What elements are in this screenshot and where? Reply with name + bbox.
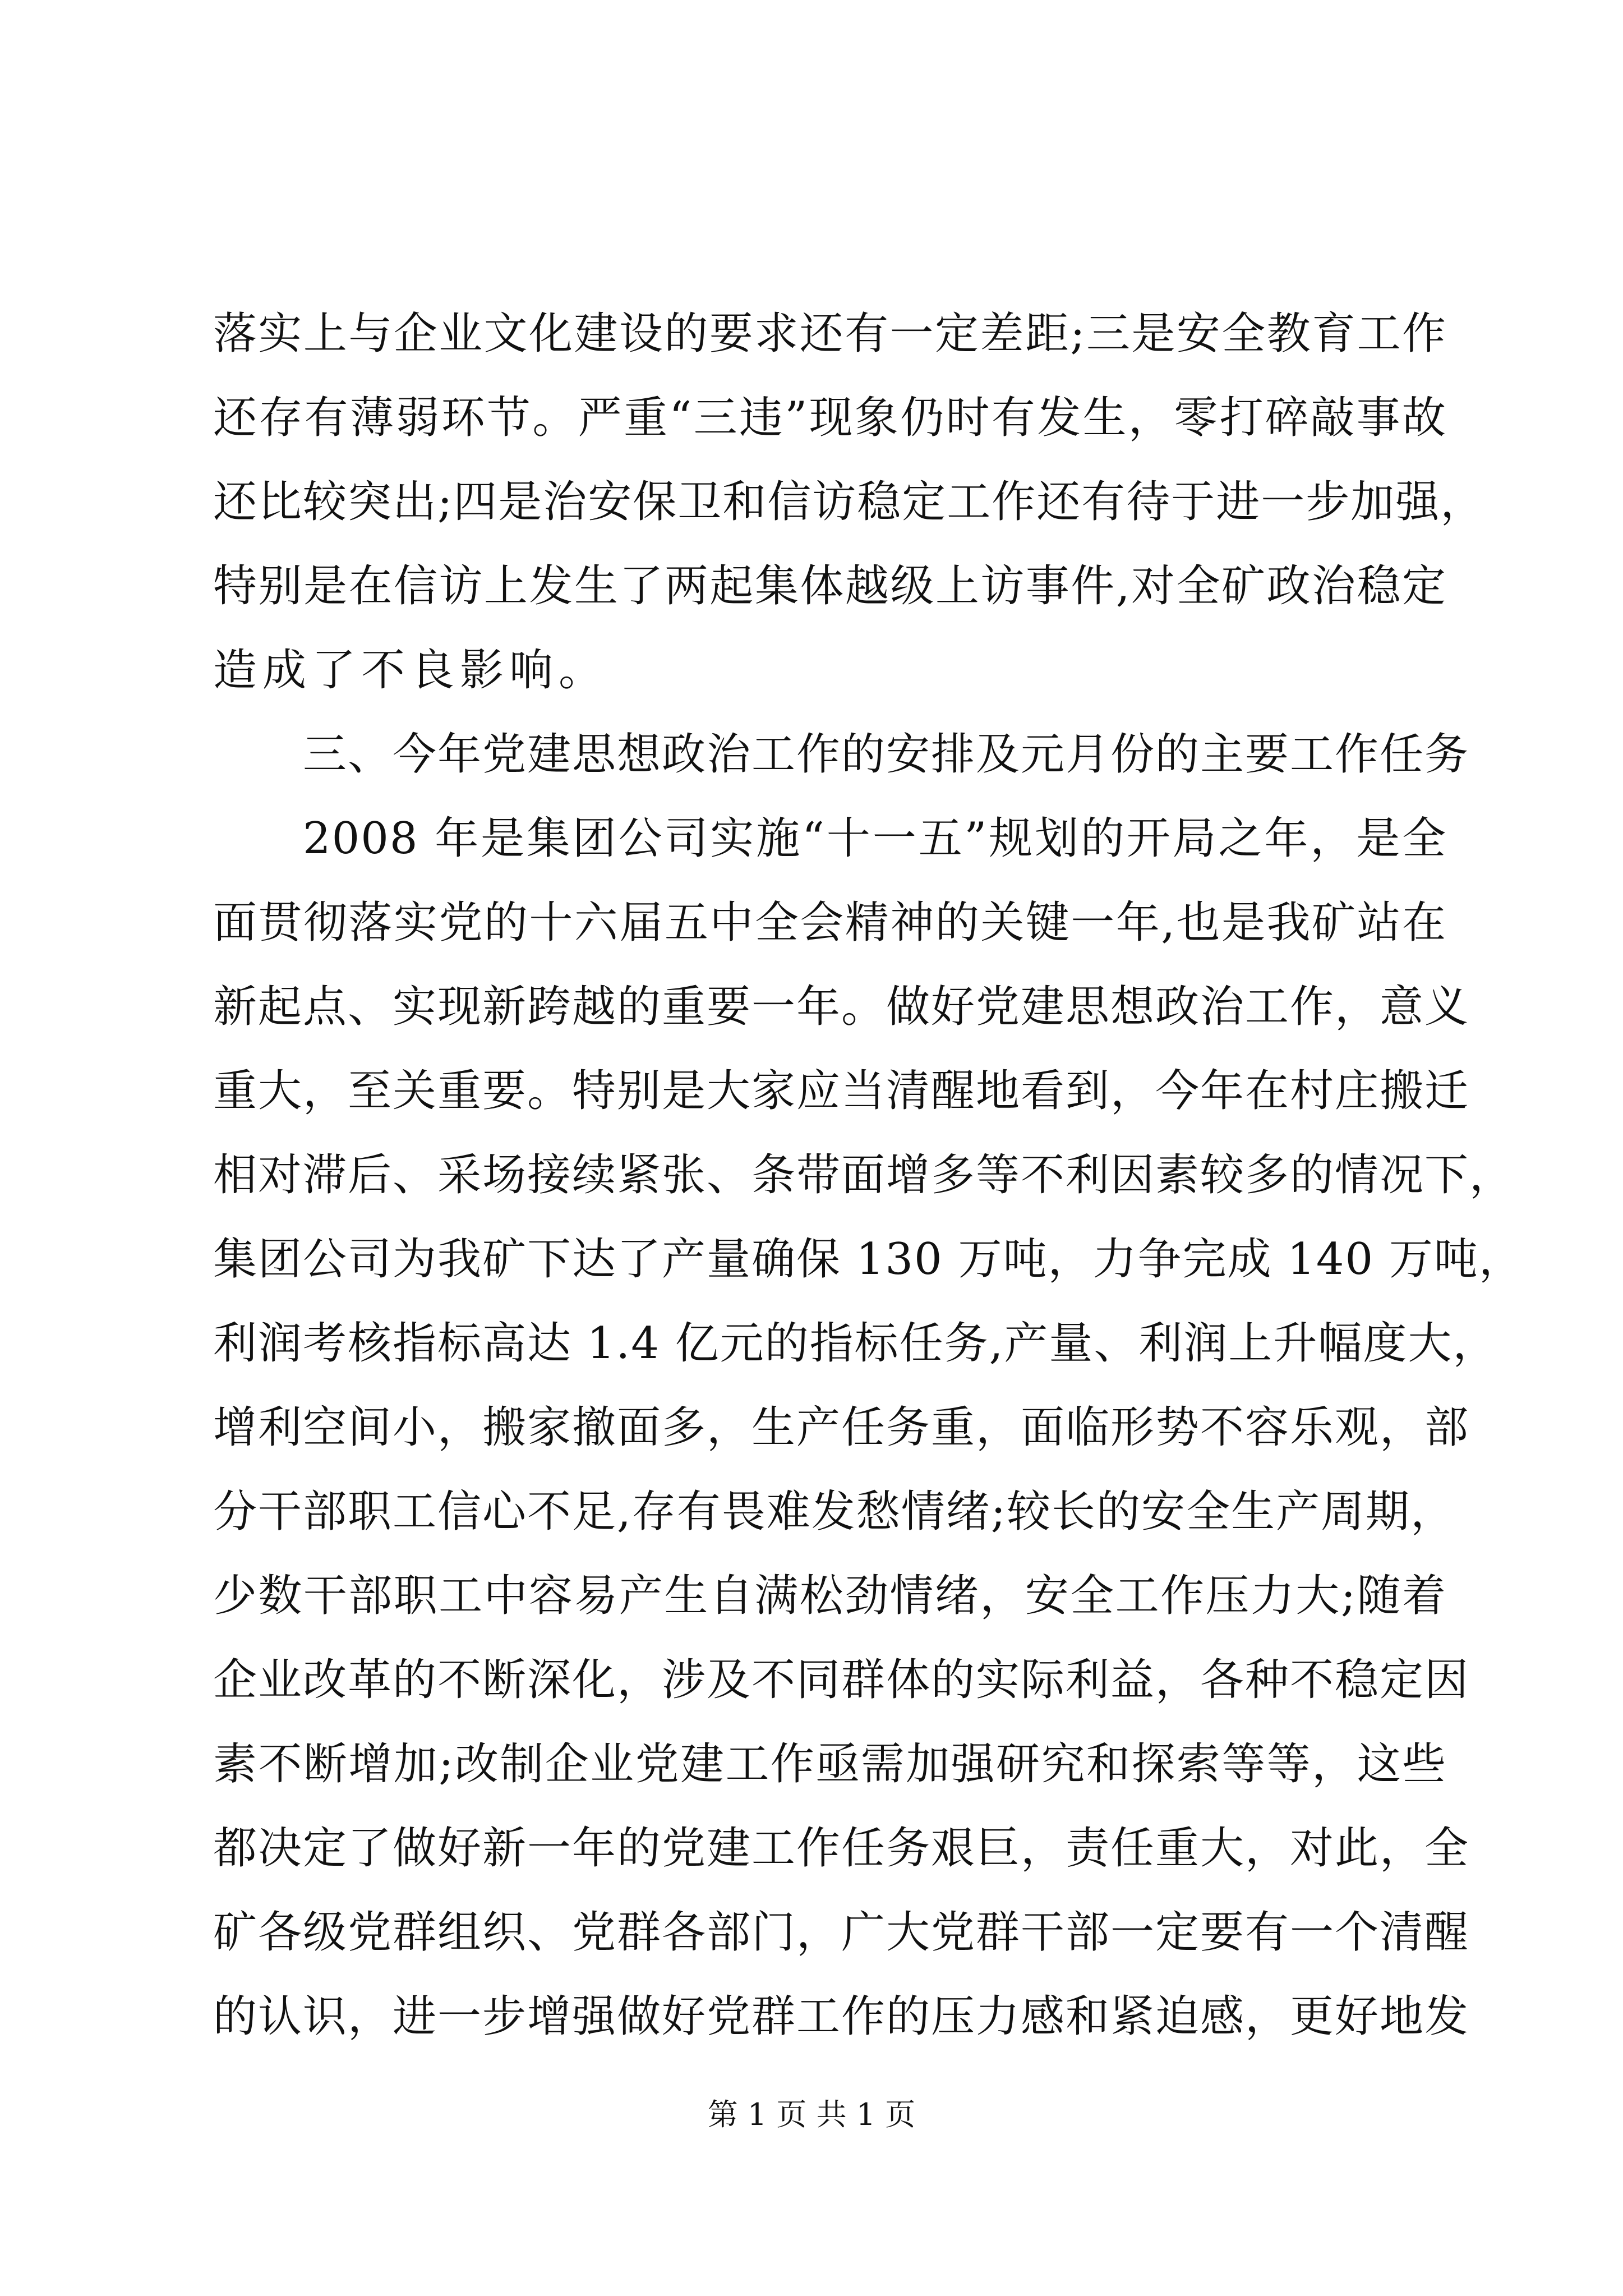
- text-line-21: 的认识，进一步增强做好党群工作的压力感和紧迫感，更好地发: [213, 1991, 1470, 2042]
- body-text: [213, 292, 1524, 2059]
- text-line-1: 落实上与企业文化建设的要求还有一定差距;三是安全教育工作: [213, 309, 1447, 359]
- text-line-4: 特别是在信访上发生了两起集体越级上访事件,对全矿政治稳定: [213, 561, 1447, 611]
- text-line-2: 还存有薄弱环节。严重“三违”现象仍时有发生，零打碎敲事故: [213, 393, 1447, 443]
- text-line-7: 2008 年是集团公司实施“十一五”规划的开局之年，是全: [303, 813, 1447, 864]
- page-number-label: 第 1 页 共 1 页: [707, 2097, 916, 2132]
- text-line-14: 增利空间小，搬家撤面多，生产任务重，面临形势不容乐观，部: [213, 1402, 1470, 1453]
- section-heading: 三、今年党建思想政治工作的安排及元月份的主要工作任务: [303, 729, 1470, 780]
- text-line-5: 造成了不良影响。: [213, 645, 608, 696]
- text-line-8: 面贯彻落实党的十六届五中全会精神的关键一年,也是我矿站在: [213, 898, 1447, 948]
- page-footer: [0, 2095, 1623, 2134]
- text-line-17: 企业改革的不断深化，涉及不同群体的实际利益，各种不稳定因: [213, 1655, 1470, 1705]
- text-line-12: 集团公司为我矿下达了产量确保 130 万吨，力争完成 140 万吨，: [213, 1234, 1524, 1285]
- text-line-10: 重大，至关重要。特别是大家应当清醒地看到，今年在村庄搬迁: [213, 1066, 1470, 1116]
- text-line-9: 新起点、实现新跨越的重要一年。做好党建思想政治工作，意义: [213, 982, 1470, 1032]
- text-line-19: 都决定了做好新一年的党建工作任务艰巨，责任重大，对此，全: [213, 1823, 1470, 1874]
- text-line-16: 少数干部职工中容易产生自满松劲情绪，安全工作压力大;随着: [213, 1571, 1447, 1621]
- text-line-20: 矿各级党群组织、党群各部门，广大党群干部一定要有一个清醒: [213, 1907, 1470, 1958]
- text-line-11: 相对滞后、采场接续紧张、条带面增多等不利因素较多的情况下，: [213, 1150, 1515, 1200]
- text-line-15: 分干部职工信心不足,存有畏难发愁情绪;较长的安全生产周期，: [213, 1487, 1456, 1537]
- text-line-18: 素不断增加;改制企业党建工作亟需加强研究和探索等等，这些: [213, 1739, 1447, 1789]
- text-line-13: 利润考核指标高达 1.4 亿元的指标任务,产量、利润上升幅度大，: [213, 1318, 1498, 1369]
- text-line-3: 还比较突出;四是治安保卫和信访稳定工作还有待于进一步加强，: [213, 477, 1486, 527]
